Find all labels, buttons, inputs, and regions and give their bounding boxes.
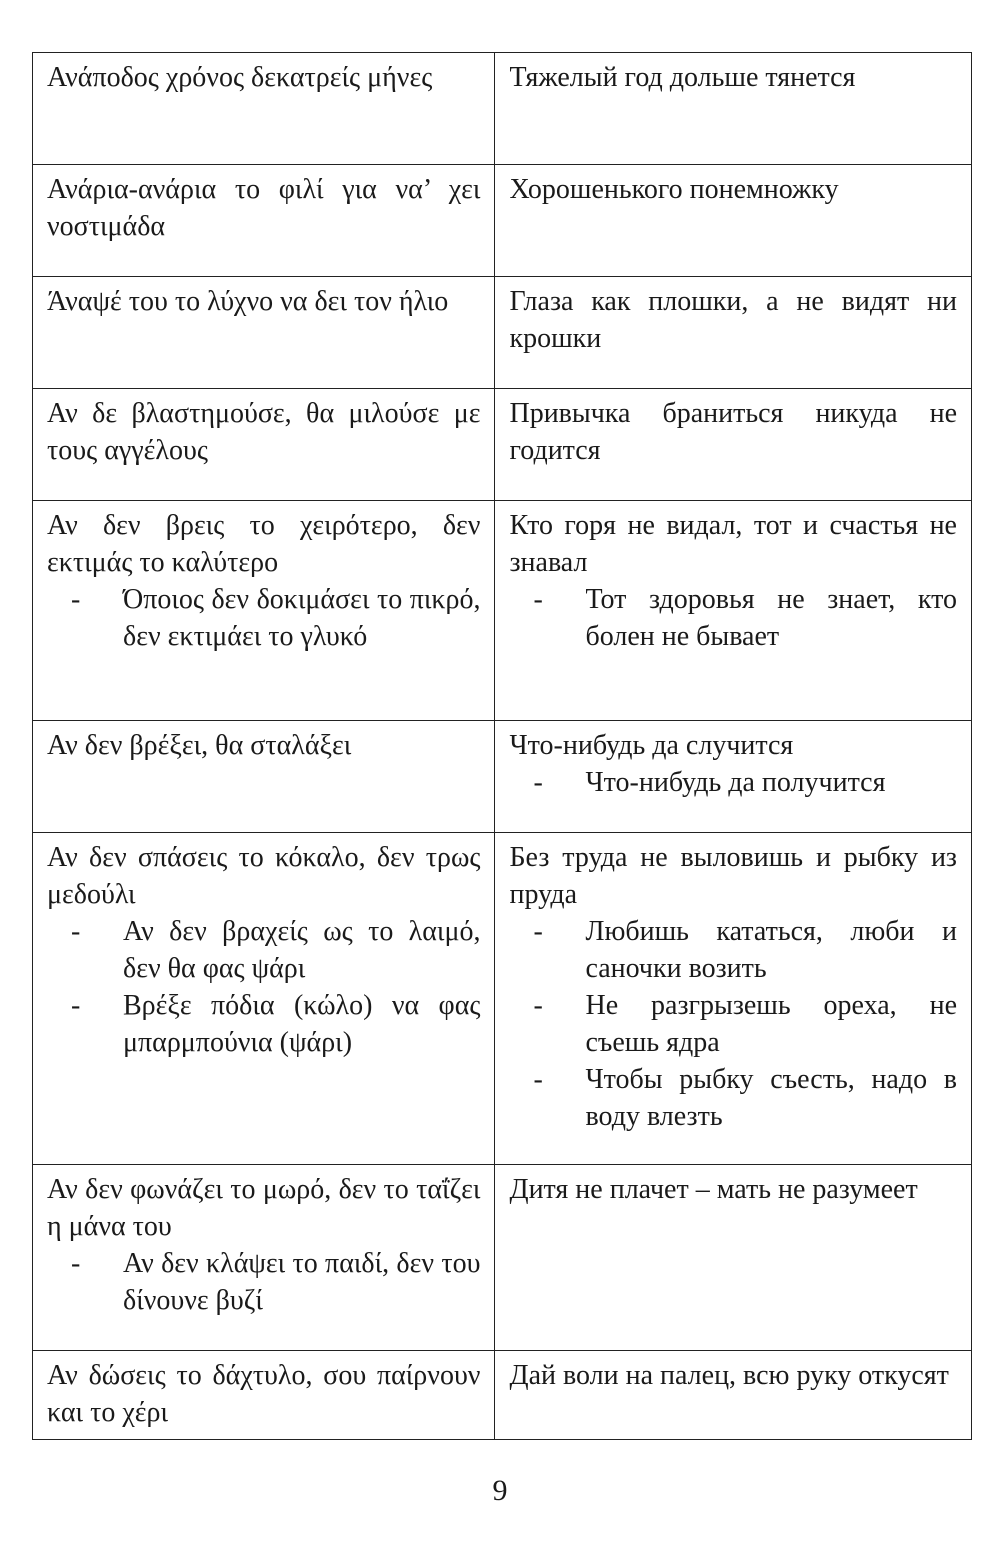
greek-proverb-text: Ανάποδος χρόνος δεκατρείς μήνες [47, 62, 433, 93]
proverb-row [33, 389, 972, 501]
russian-variant-list [509, 764, 957, 801]
greek-proverb-cell [33, 1351, 495, 1440]
russian-proverb-text: Что-нибудь да случится [509, 730, 794, 761]
proverb-table-body [33, 53, 972, 1440]
russian-proverb-cell [495, 721, 972, 833]
greek-variant-list [47, 913, 480, 1061]
greek-variant-item: - Όποιος δεν δοκιμάσει το πικρό, δεν εκτιμάει το γλυκό [47, 581, 480, 655]
russian-proverb-cell [495, 501, 972, 721]
page-number: 9 [492, 1474, 508, 1507]
greek-variant-list [47, 1245, 480, 1319]
russian-proverb-cell [495, 833, 972, 1165]
greek-proverb-cell [33, 501, 495, 721]
russian-proverb-cell [495, 1351, 972, 1440]
greek-proverb-cell [33, 389, 495, 501]
greek-proverb-text: Αν δε βλαστημούσε, θα μιλούσε με τους αγγέλους [47, 398, 481, 466]
greek-proverb-text: Άναψέ του το λύχνο να δει τον ήλιο [47, 286, 449, 317]
greek-proverb-text: Ανάρια-ανάρια το φιλί για να’ χει νοστιμάδα [47, 174, 481, 242]
russian-proverb-text: Без труда не выловишь и рыбку из пруда [509, 842, 957, 910]
greek-variant-list [47, 581, 480, 655]
proverb-row [33, 53, 972, 165]
russian-proverb-text: Глаза как плошки, а не видят ни крошки [509, 286, 957, 354]
proverb-row [33, 501, 972, 721]
greek-proverb-cell [33, 277, 495, 389]
greek-proverb-text: Αν δεν σπάσεις το κόκαλο, δεν τρως μεδούλι [47, 842, 481, 910]
greek-variant-item: - Αν δεν βραχείς ως το λαιμό, δεν θα φας ψάρι [47, 913, 480, 987]
proverb-row [33, 277, 972, 389]
russian-variant-item: - Любишь кататься, люби и саночки возить [509, 913, 957, 987]
russian-proverb-text: Кто горя не видал, тот и счастья не знавал [509, 510, 957, 578]
greek-proverb-cell [33, 1165, 495, 1351]
greek-proverb-cell [33, 165, 495, 277]
proverb-row [33, 1351, 972, 1440]
russian-proverb-cell [495, 165, 972, 277]
russian-proverb-text: Дитя не плачет – мать не разумеет [509, 1174, 918, 1205]
greek-proverb-text: Αν δεν φωνάζει το μωρό, δεν το ταΐζει η μάνα του [47, 1174, 481, 1242]
russian-proverb-cell [495, 277, 972, 389]
russian-variant-item: - Не разгрызешь ореха, не съешь ядра [509, 987, 957, 1061]
russian-proverb-cell [495, 53, 972, 165]
russian-proverb-text: Привычка браниться никуда не годится [509, 398, 957, 466]
proverb-row [33, 833, 972, 1165]
greek-proverb-text: Αν δώσεις το δάχτυλο, σου παίρνουν και το χέρι [47, 1360, 481, 1428]
russian-proverb-text: Хорошенького понемножку [509, 174, 839, 205]
russian-variant-item: - Что-нибудь да получится [509, 764, 957, 801]
proverb-row [33, 1165, 972, 1351]
greek-proverb-text: Αν δεν βρέξει, θα σταλάξει [47, 730, 352, 761]
russian-variant-list [509, 581, 957, 655]
russian-proverb-text: Тяжелый год дольше тянется [509, 62, 856, 93]
greek-variant-item: - Αν δεν κλάψει το παιδί, δεν του δίνουνε βυζί [47, 1245, 480, 1319]
greek-proverb-cell [33, 53, 495, 165]
greek-proverb-cell [33, 833, 495, 1165]
russian-variant-list [509, 913, 957, 1135]
russian-proverb-cell [495, 1165, 972, 1351]
russian-proverb-cell [495, 389, 972, 501]
greek-proverb-cell [33, 721, 495, 833]
greek-proverb-text: Αν δεν βρεις το χειρότερο, δεν εκτιμάς το καλύτερο [47, 510, 481, 578]
russian-variant-item: - Тот здоровья не знает, кто болен не бывает [509, 581, 957, 655]
greek-variant-item: - Βρέξε πόδια (κώλο) να φας μπαρμπούνια (ψάρι) [47, 987, 480, 1061]
proverb-row [33, 721, 972, 833]
russian-proverb-text: Дай воли на палец, всю руку откусят [509, 1360, 949, 1391]
proverb-table [32, 52, 972, 1440]
russian-variant-item: - Чтобы рыбку съесть, надо в воду влезть [509, 1061, 957, 1135]
proverb-row [33, 165, 972, 277]
